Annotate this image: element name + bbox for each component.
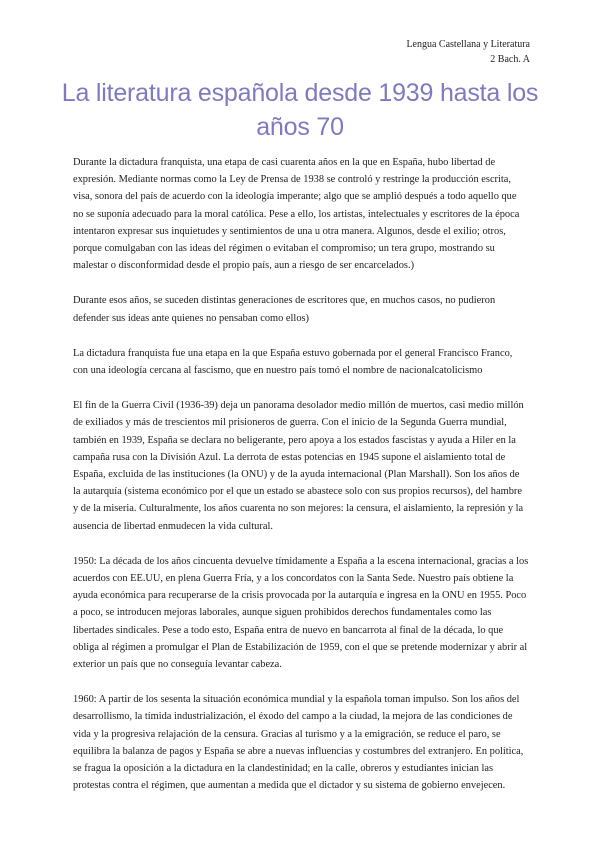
paragraph-generations: Durante esos años, se suceden distintas generaciones de escritores que, en muchos casos, no pudieron defender sus ideas ante quienes no pensaban como ellos) (73, 295, 496, 324)
paragraph-postwar: El fin de la Guerra Civil (1936-39) deja un panorama desolador medio millón de muertos, casi medio millón de exiliados y más de trescientos mil prisioneros de guerra. Con el inicio de la Segunda Guerra mundial, también en 1939, España se declara no beligerante, pero apoya a los estados fascistas y ayuda a Hiler en la campaña rusa con la División Azul. La derrota de estas potencias en 1945 supone el aislamiento total de España, excluida de las instituciones (la ONU) y de la ayuda internacional (Plan Marshall). Son los años de la autarquía (sistema económico por el que un estado se abastece solo con sus propios recursos), del hambre y de la miseria. Culturalmente, los años cuarenta no son mejores: la censura, el aislamiento, la represión y la ausencia de libertad enmudecen la vida cultural. (73, 400, 524, 532)
paragraph-1950s: 1950: La década de los años cincuenta devuelve tímidamente a España a la escena internacional, gracias a los acuerdos con EE.UU, en plena Guerra Fría, y a los concordatos con la Santa Sede. Nuestro país obtiene la ayuda económica para recuperarse de la crisis provocada por la autarquía e ingresa en la ONU en 1955. Poco a poco, se introducen mejoras laborales, aunque siguen prohibidos derechos fundamentales como las libertades sindicales. Pese a todo esto, España entra de nuevo en bancarrota al final de la década, lo que obliga al régimen a promulgar el Plan de Estabilización de 1959, con el que se pretende modernizar y abrir al exterior un país que no conseguía levantar cabeza. (73, 555, 529, 671)
header-subject: Lengua Castellana y Literatura (406, 39, 530, 50)
paragraph-1960s: 1960: A partir de los sesenta la situación económica mundial y la española toman impulso. Son los años del desarrollismo, la tímida industrialización, el éxodo del campo a la ciudad, la mejora de las condiciones de vida y la progresiva relajación de la censura. Gracias al turismo y a la emigración, se reduce el paro, se equilibra la balanza de pagos y España se abre a nuevas influencias y costumbres del extranjero. En política, se fragua la oposición a la dictadura en la clandestinidad; en la calle, obreros y estudiantes inician las protestas contra el régimen, que aumentan a medida que el dictador y su sistema de gobierno envejecen. (73, 694, 524, 792)
document-title: La literatura española desde 1939 hasta los años 70 (61, 79, 539, 141)
paragraph-intro: Durante la dictadura franquista, una etapa de casi cuarenta años en la que en España, hubo libertad de expresión. Mediante normas como la Ley de Prensa de 1938 se controló y restringe la producción escrita, visa, sonora del país de acuerdo con la ideología imperante; algo que se amplió después a todo aquello que no se suponía adecuado para la moral católica. Pese a ello, los artistas, intelectuales y escritores de la época intentaron expresar sus inquietudes y sentimientos de una u otra manera. Algunos, desde el exilio; otros, porque comulgaban con las ideas del régimen o evitaban el compromiso; un tera grupo, mostrando su malestar o disconformidad desde el propio país, aun a riesgo de ser encarcelados.) (73, 157, 520, 272)
document-body (73, 154, 529, 813)
page-header (406, 37, 530, 67)
header-class: 2 Bach. A (490, 54, 530, 65)
paragraph-dictatorship: La dictadura franquista fue una etapa en la que España estuvo gobernada por el general Francisco Franco, con una ideología cercana al fascismo, que en nuestro país tomó el nombre de nacionalcatolicismo (73, 347, 513, 377)
